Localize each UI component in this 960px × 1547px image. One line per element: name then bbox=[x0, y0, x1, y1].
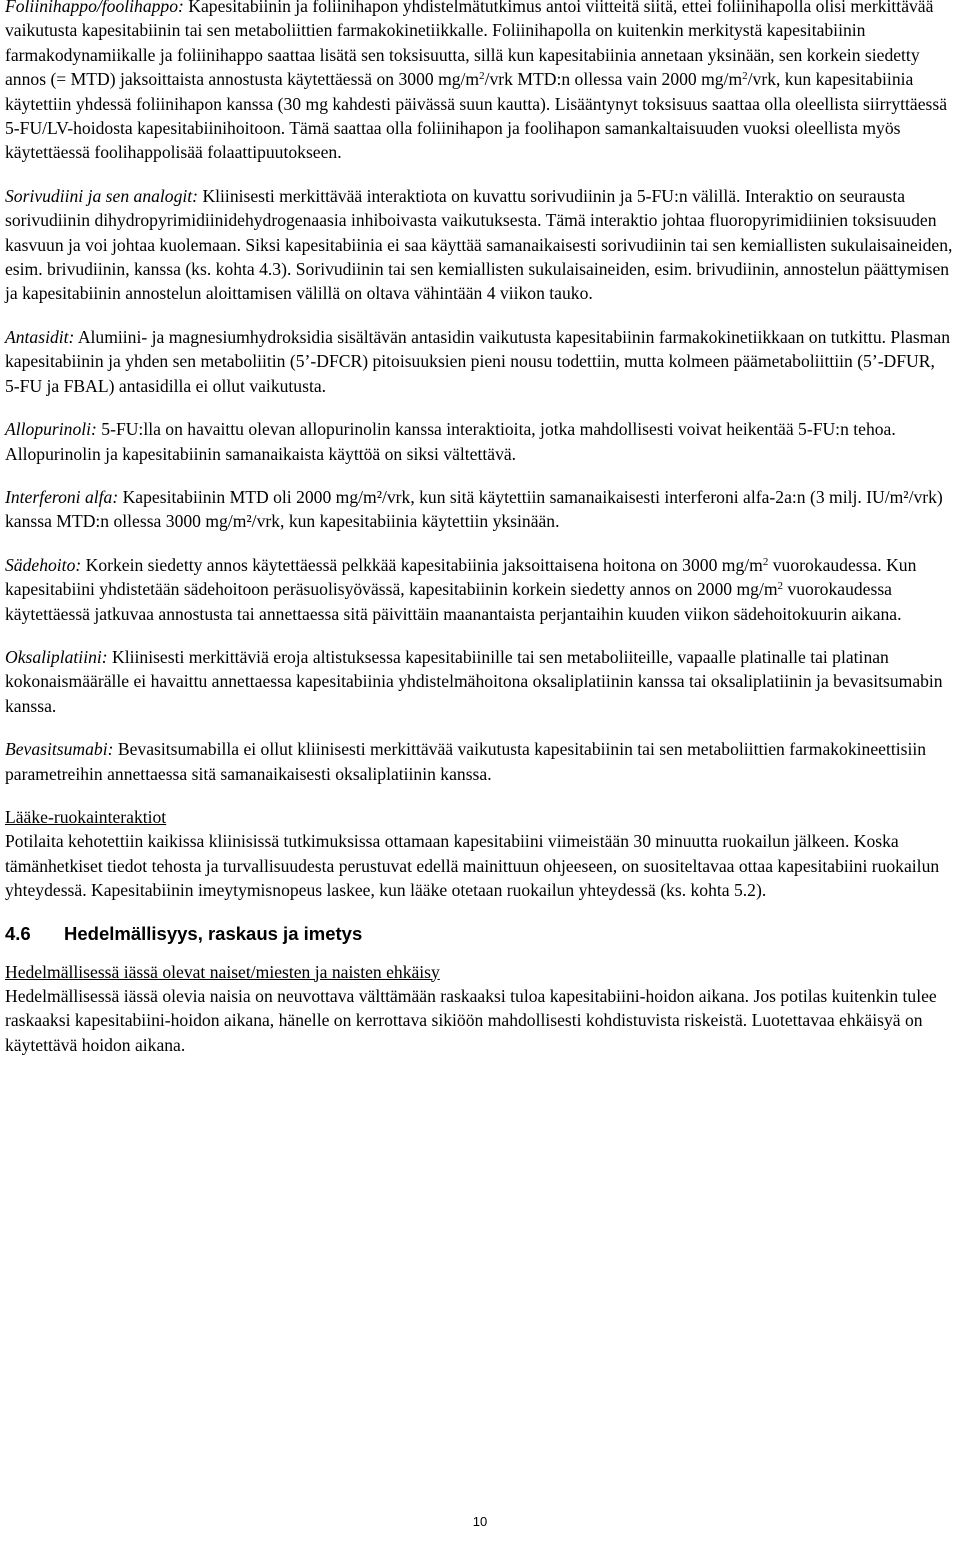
paragraph-folinic-acid: Foliinihappo/foolihappo: Kapesitabiinin ja foliinihapon yhdistelmätutkimus antoi viitteitä siitä, ettei foliinihapolla olisi merkittävää vaikutusta kapesitabiinin tai sen metaboliittien farmakokinetiikkalle. Foliinihapolla on kuitenkin merkitystä kapesitabiinin farmakodynamiikalle ja foliinihappo saattaa lisätä sen toksisuutta, sillä kun kapesitabiinia annetaan yksinään, sen korkein siedetty annos (= MTD) jaksoittaista annostusta käytettäessä on 3000 $mg/m^2$/vrk MTD:n ollessa vain 2000 $mg/m^2$/vrk, kun kapesitabiinia käytettiin yhdessä foliinihapon kanssa (30 mg kahdesti päivässä suun kautta). Lisääntynyt toksisuus saattaa olla oleellista siirryttäessä 5-FU/LV-hoidosta kapesitabiinihoitoon. Tämä saattaa olla foliinihapon ja foolihapon samankaltaisuuden vuoksi oleellista myös käytettäessä foolihappolisää folaattipuutokseen. bbox=[5, 0, 953, 165]
paragraph-bevacizumab: Bevasitsumabi: Bevasitsumabilla ei ollut kliinisesti merkittävää vaikutusta kapesitabiinin tai sen metaboliittien farmakokineettisiin parametreihin annettaessa sitä samanaikaisesti oksaliplatiinin kanssa. bbox=[5, 739, 927, 784]
paragraph-lead: Foliinihappo/foolihappo: bbox=[5, 0, 184, 16]
paragraph-lead: Sorivudiini ja sen analogit: bbox=[5, 185, 199, 206]
paragraph-sorivudine: Sorivudiini ja sen analogit: Kliinisesti merkittävää interaktiota on kuvattu sorivudiinin ja 5-FU:n välillä. Interaktio on seurausta sorivudiinin dihydropyrimidiinidehydrogenaasia inhiboivasta vaikutuksesta. Tämä interaktio johtaa fluoropyrimidiinien toksisuuden kasvuun ja voi johtaa kuolemaan. Siksi kapesitabiinia ei saa käyttää samanaikaisesti sorivudiinin tai sen kemiallisten sukulaisaineiden, esim. brivudiinin, kanssa (ks. kohta 4.3). Sorivudiinin tai sen kemiallisten sukulaisaineiden, esim. brivudiinin, annostelun päättymisen ja kapesitabiinin annostelun aloittamisen välillä on oltava vähintään 4 viikon tauko. bbox=[5, 185, 953, 304]
paragraph-fertility: Hedelmällisessä iässä olevat naiset/miesten ja naisten ehkäisy Hedelmällisessä iässä olevia naisia on neuvottava välttämään raskaaksi tuloa kapesitabiini-hoidon aikana. Jos potilas kuitenkin tulee raskaaksi kapesitabiini-hoidon aikana, hänelle on kerrottava sikiöön mahdollisesti kohdistuvista riskeistä. Luotettavaa ehkäisyä on käytettävä hoidon aikana. bbox=[5, 961, 937, 1055]
subheading: Lääke-ruokainteraktiot bbox=[5, 806, 167, 827]
paragraph-antacids: Antasidit: Alumiini- ja magnesiumhydroksidia sisältävän antasidin vaikutusta kapesitabiinin farmakokinetiikkaan on tutkittu. Plasman kapesitabiinin ja yhden sen metaboliitin (5’-DFCR) pitoisuuksien pieni nousu todettiin, mutta kolmeen päämetaboliittiin (5’-DFUR, 5-FU ja FBAL) antasidilla ei ollut vaikutusta. bbox=[5, 326, 951, 396]
paragraph-food-interactions: Lääke-ruokainteraktiot Potilaita kehotettiin kaikissa kliinisissä tutkimuksissa ottamaan kapesitabiini viimeistään 30 minuutta ruokailun jälkeen. Koska tämänhetkiset tiedot tehosta ja turvallisuudesta perustuvat edellä mainittuun ohjeeseen, on suositeltavaa ottaa kapesitabiini ruokailun yhteydessä. Kapesitabiinin imeytymisnopeus laskee, kun lääke otetaan ruokailun yhteydessä (ks. kohta 5.2). bbox=[5, 806, 940, 901]
paragraph-lead: Bevasitsumabi: bbox=[5, 739, 114, 760]
paragraph-oxaliplatin: Oksaliplatiini: Kliinisesti merkittäviä eroja altistuksessa kapesitabiinille tai sen metaboliiteille, vapaalle platinalle tai platinan kokonaismäärälle ei havaittu annettaessa kapesitabiinia yhdistelmähoitona oksaliplatiinin kanssa tai oksaliplatiinin ja bevasitsumabin kanssa. bbox=[5, 646, 943, 716]
page-number: 10 bbox=[472, 1514, 488, 1529]
paragraph-lead: Allopurinoli: bbox=[5, 419, 97, 440]
paragraph-interferon: Interferoni alfa: Kapesitabiinin MTD oli 2000 mg/m²/vrk, kun sitä käytettiin samanaikaisesti interferoni alfa-2a:n (3 milj. IU/m²/vrk) kanssa MTD:n ollessa 3000 mg/m²/vrk, kun kapesitabiinia käytettiin yksinään. bbox=[5, 486, 943, 532]
section-title: Hedelmällisyys, raskaus ja imetys bbox=[64, 922, 363, 944]
paragraph-lead: Interferoni alfa: bbox=[5, 486, 119, 507]
subheading: Hedelmällisessä iässä olevat naiset/miesten ja naisten ehkäisy bbox=[5, 961, 440, 982]
paragraph-lead: Oksaliplatiini: bbox=[5, 646, 108, 667]
paragraph-lead: Antasidit: bbox=[5, 326, 75, 347]
section-heading bbox=[5, 922, 953, 946]
paragraph-lead: Sädehoito: bbox=[5, 554, 82, 575]
document-page bbox=[5, 0, 953, 1076]
paragraph-radiotherapy: Sädehoito: Korkein siedetty annos käytettäessä pelkkää kapesitabiinia jaksoittaisena hoitona on 3000 $mg/m^2$ vuorokaudessa. Kun kapesitabiini yhdistetään sädehoitoon peräsuolisyövässä, kapesitabiinin korkein siedetty annos on 2000 $mg/m^2$ vuorokaudessa käytettäessä jatkuvaa annostusta tai annettaessa sitä päivittäin maanantaista perjantaihin kuuden viikon sädehoitokuurin aikana. bbox=[5, 554, 917, 624]
paragraph-allopurinol: Allopurinoli: 5-FU:lla on havaittu olevan allopurinolin kanssa interaktioita, jotka mahdollisesti voivat heikentää 5-FU:n tehoa. Allopurinolin ja kapesitabiinin samanaikaista käyttöä on siksi vältettävä. bbox=[5, 419, 896, 464]
section-number: 4.6 bbox=[5, 922, 31, 944]
